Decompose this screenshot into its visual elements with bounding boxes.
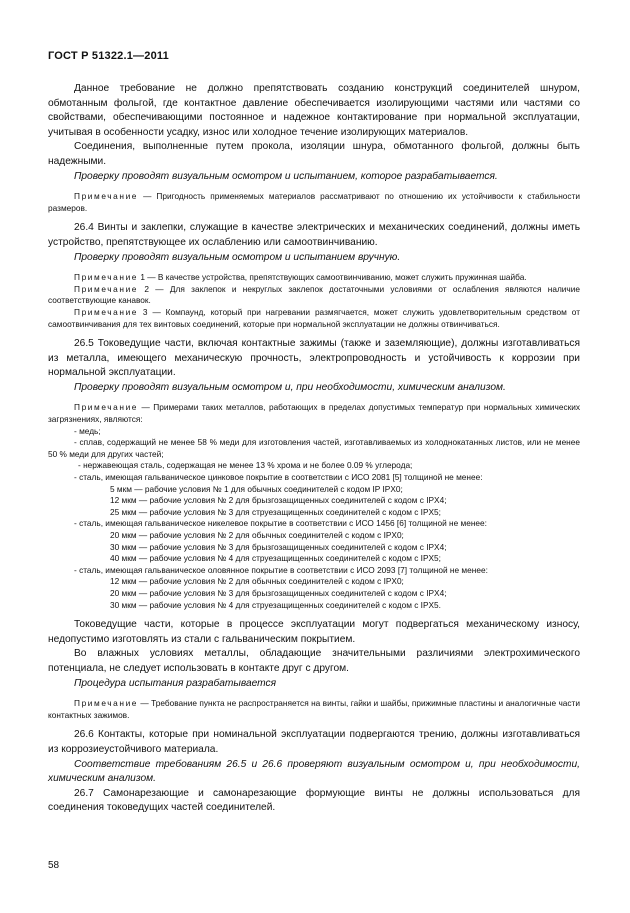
list-subitem: 20 мкм — рабочие условия № 3 для брызгозащищенных соединителей с кодом с IPX4; (110, 587, 447, 598)
list-subitem: 5 мкм — рабочие условия № 1 для обычных соединителей с кодом IP IPX0; (110, 483, 403, 494)
note-label: Примечание (74, 306, 139, 317)
note (48, 272, 580, 284)
list-subitem: 40 мкм — рабочие условия № 4 для струезащищенных соединителей с кодом с IPX5; (110, 553, 441, 564)
note-text: 1 — В качестве устройства, препятствующих самоотвинчиванию, может служить пружинная шайба. (138, 272, 527, 283)
note-text: 3 — Компаунд, который при нагревании размягчается, может служить удовлетворительным средством от самоотвинчивания для тех винтовых соединений, которые при нормальной эксплуатации не должны отвинчиваться. (48, 306, 580, 329)
list-subitem: 25 мкм — рабочие условия № 3 для струезащищенных соединителей с кодом с IPX5; (110, 506, 441, 517)
note-text: — Примерами таких металлов, работающих в пределах допустимых температур при нормальных химических загрязнениях, являются: (48, 402, 580, 425)
note-text: 2 — Для заклепок и некруглых заклепок достаточными условиями от ослабления являются наличие соответствующие канавок. (48, 283, 580, 306)
test-method: Проверку проводят визуальным осмотром и испытанием, которое разрабатывается. (74, 170, 498, 182)
document-body (48, 82, 580, 816)
list-subitem: 12 мкм — рабочие условия № 2 для брызгозащищенных соединителей с кодом с IPX4; (110, 495, 447, 506)
note (48, 307, 580, 330)
note-label: Примечание (74, 191, 139, 202)
note-label: Примечание (74, 698, 139, 709)
note (48, 284, 580, 307)
test-method: Процедура испытания разрабатывается (74, 677, 277, 689)
list-item: - сталь, имеющая гальваническое никелевое покрытие в соответствии с ИСО 1456 [6] толщиной не менее: (74, 518, 487, 529)
note (48, 402, 580, 425)
clause-26-6: 26.6 Контакты, которые при номинальной эксплуатации подвергаются трению, должны изготавливаться из коррозиеустойчивого материала. (48, 729, 580, 755)
list-subitem: 30 мкм — рабочие условия № 4 для струезащищенных соединителей с кодом с IPX5. (110, 599, 441, 610)
clause-26-5: 26.5 Токоведущие части, включая контактные зажимы (также и заземляющие), должны изготавливаться из металла, имеющего механическую прочность, электропроводность и устойчивость к коррозии при нормальной эксплуатации. (48, 338, 580, 379)
note-label: Примечание (74, 283, 139, 294)
list-subitem: 20 мкм — рабочие условия № 2 для обычных соединителей с кодом с IPX0; (110, 530, 404, 540)
test-method: Проверку проводят визуальным осмотром и испытанием вручную. (74, 251, 401, 263)
standard-header: ГОСТ Р 51322.1—2011 (48, 50, 169, 62)
paragraph: Данное требование не должно препятствовать созданию конструкций соединителей шнуром, обмотанным фольгой, где контактное давление обеспечивается изолирующими частями или частями со свойствами, обеспечивающими постоянное и надежное контактирование при нормальной эксплуатации, учитывая в особенности усадку, износ или холодное течение изолирующих материалов. (48, 83, 580, 138)
paragraph: Токоведущие части, которые в процессе эксплуатации могут подвергаться механическому износу, недопустимо изготовлять из стали с гальваническим покрытием. (48, 619, 580, 645)
clause-26-4: 26.4 Винты и заклепки, служащие в качестве электрических и механических соединений, должны иметь устройство, препятствующее их ослаблению или самоотвинчиванию. (48, 222, 580, 248)
clause-26-7: 26.7 Самонарезающие и самонарезающие формующие винты не должны использоваться для соединения токоведущих частей соединителей. (48, 787, 580, 814)
list-item: - нержавеющая сталь, содержащая не менее 13 % хрома и не более 0.09 % углерода; (78, 460, 413, 471)
note-text: — Требование пункта не распространяется на винты, гайки и шайбы, прижимные пластины и аналогичные части контактных зажимов. (48, 698, 580, 720)
test-method: Проверку проводят визуальным осмотром и, при необходимости, химическим анализом. (74, 381, 506, 393)
list-subitem: 12 мкм — рабочие условия № 2 для обычных соединителей с кодом с IPX0; (110, 576, 404, 587)
list-subitem: 30 мкм — рабочие условия № 3 для брызгозащищенных соединителей с кодом с IPX4; (110, 541, 447, 552)
page-number: 58 (48, 860, 60, 871)
list-item: - медь; (74, 425, 101, 436)
note-text: — Пригодность применяемых материалов рассматривают по отношению их устойчивости к стабильности размеров. (48, 191, 580, 213)
list-item: - сталь, имеющая гальваническое цинковое покрытие в соответствии с ИСО 2081 [5] толщиной не менее: (74, 472, 483, 483)
list-item: - сталь, имеющая гальваническое оловянное покрытие в соответствии с ИСО 2093 [7] толщиной не менее: (74, 564, 488, 575)
test-method: Соответствие требованиям 26.5 и 26.6 проверяют визуальным осмотром и, при необходимости, химическим анализом. (48, 758, 580, 785)
paragraph: Соединения, выполненные путем прокола, изоляции шнура, обмотанного фольгой, должны быть надежными. (48, 141, 580, 167)
list-item: - сплав, содержащий не менее 58 % меди для изготовления частей, изготавливаемых из холоднокатанных листов, или не менее 50 % меди для других частей; (48, 437, 580, 459)
note-label: Примечание (74, 272, 139, 283)
note (48, 698, 580, 721)
note (48, 191, 580, 214)
note-label: Примечание (74, 402, 139, 413)
paragraph: Во влажных условиях металлы, обладающие значительными различиями электрохимического потенциала, не следует использовать в контакте друг с другом. (48, 648, 580, 674)
